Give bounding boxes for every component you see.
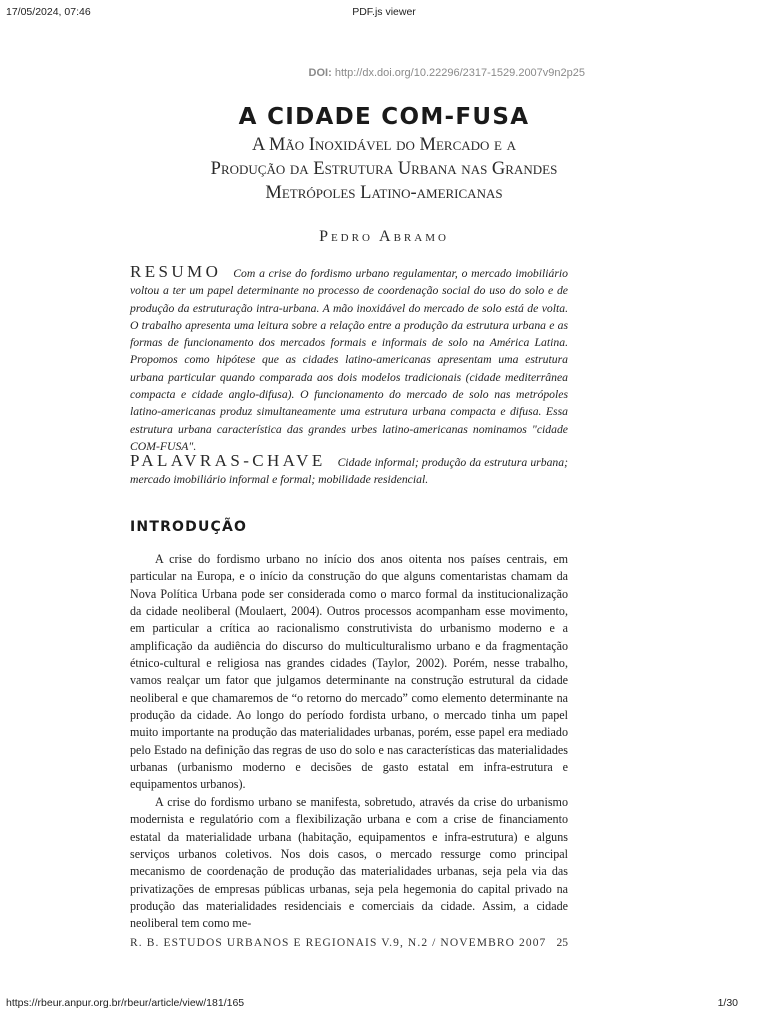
doi-line	[309, 67, 585, 79]
abstract-text: Com a crise do fordismo urbano regulamentar, o mercado imobiliário voltou a ter um papel determinante no processo de coordenação social do uso do solo e de produção da estruturação intra-urbana. A mão inoxidável do mercado de solo está de volta. O trabalho apresenta uma leitura sobre a relação entre a produção da estrutura urbana e as formas de funcionamento dos mercados formais e informais de solo na América Latina. Propomos como hipótese que as cidades latino-americanas apresentam uma estrutura urbana particular quando comparada aos dois modelos tradicionais (cidade mediterrânea compacta e cidade anglo-difusa). O funcionamento do mercado de solo nas metrópoles latino-americanas produz simultaneamente uma estrutura urbana compacta e difusa. Essa estrutura urbana característica das grandes urbes latino-americanas nominamos "cidade COM-FUSA".	[130, 267, 568, 453]
browser-print-footer	[0, 997, 768, 1011]
keywords-text: Cidade informal; produção da estrutura urbana; mercado imobiliário informal e formal; mobilidade residencial.	[130, 456, 568, 487]
page-indicator: 1/30	[717, 997, 738, 1009]
subtitle-line: Produção da Estrutura Urbana nas Grandes	[210, 159, 558, 179]
keywords-label: PALAVRAS-CHAVE	[130, 451, 326, 470]
print-datetime: 17/05/2024, 07:46	[6, 6, 91, 18]
abstract	[130, 263, 568, 455]
section-heading: INTRODUÇÃO	[130, 519, 248, 535]
doi-link[interactable]: http://dx.doi.org/10.22296/2317-1529.2007v9n2p25	[334, 67, 585, 79]
page-url: https://rbeur.anpur.org.br/rbeur/article/view/181/165	[6, 997, 245, 1009]
browser-print-header	[0, 6, 768, 20]
body-text	[130, 551, 568, 933]
paragraph: A crise do fordismo urbano no início dos anos oitenta nos países centrais, em particular na Europa, e o início da construção do que alguns comentaristas chamam da Nova Política Urbana pode ser considerada como o marco formal da institucionalização da cidade neoliberal (Moulaert, 2004). Outros processos acompanham esse movimento, em particular a crítica ao racionalismo construtivista do urbanismo moderno e a amplificação da audiência do discurso do multiculturalismo urbano e da fragmentação étnico-cultural e religiosa nas grandes cidades (Taylor, 2002). Porém, nesse trabalho, vamos realçar um fator que julgamos determinante na construção estrutural da cidade neoliberal e que chamaremos de “o retorno do mercado” como elemento determinante na produção da cidade. Ao longo do período fordista urbano, o mercado tinha um papel muito importante na produção das materialidades urbanas, porém, esse papel era mediado pelo Estado na definição das regras de uso do solo e nas características das materialidades urbanas (urbanismo moderno e decisões de gasto estatal em infra-estrutura e equipamentos urbanos).	[130, 552, 568, 792]
viewer-title: PDF.js viewer	[352, 6, 416, 18]
journal-citation: R. B. ESTUDOS URBANOS E REGIONAIS V.9, N.2 / NOVEMBRO 2007	[130, 937, 547, 949]
keywords	[130, 452, 568, 489]
subtitle-line: A Mão Inoxidável do Mercado e a	[251, 135, 517, 155]
abstract-label: RESUMO	[130, 262, 222, 281]
article-title: A CIDADE COM-FUSA	[238, 104, 530, 130]
journal-running-footer	[130, 937, 568, 953]
subtitle-line: Metrópoles Latino-americanas	[265, 183, 503, 203]
author-name: Pedro Abramo	[319, 228, 449, 245]
paragraph: A crise do fordismo urbano se manifesta, sobretudo, através da crise do urbanismo modernista e regulatório com a flexibilização urbana e com a crise de financiamento estatal da materialidade urbana (habitação, equipamentos e infra-estrutura) e alguns serviços urbanos coletivos. Nos dois casos, o mercado ressurge como principal mecanismo de coordenação de produção das materialidades urbanas, seja pela via das privatizações de empresas públicas urbanas, seja pela hegemonia do capital privado na produção das materialidades residenciais e comerciais da cidade. Assim, a cidade neoliberal tem como me-	[130, 794, 568, 931]
article-subtitle	[0, 133, 768, 205]
doi-label: DOI:	[308, 67, 332, 79]
page-number: 25	[556, 937, 568, 949]
